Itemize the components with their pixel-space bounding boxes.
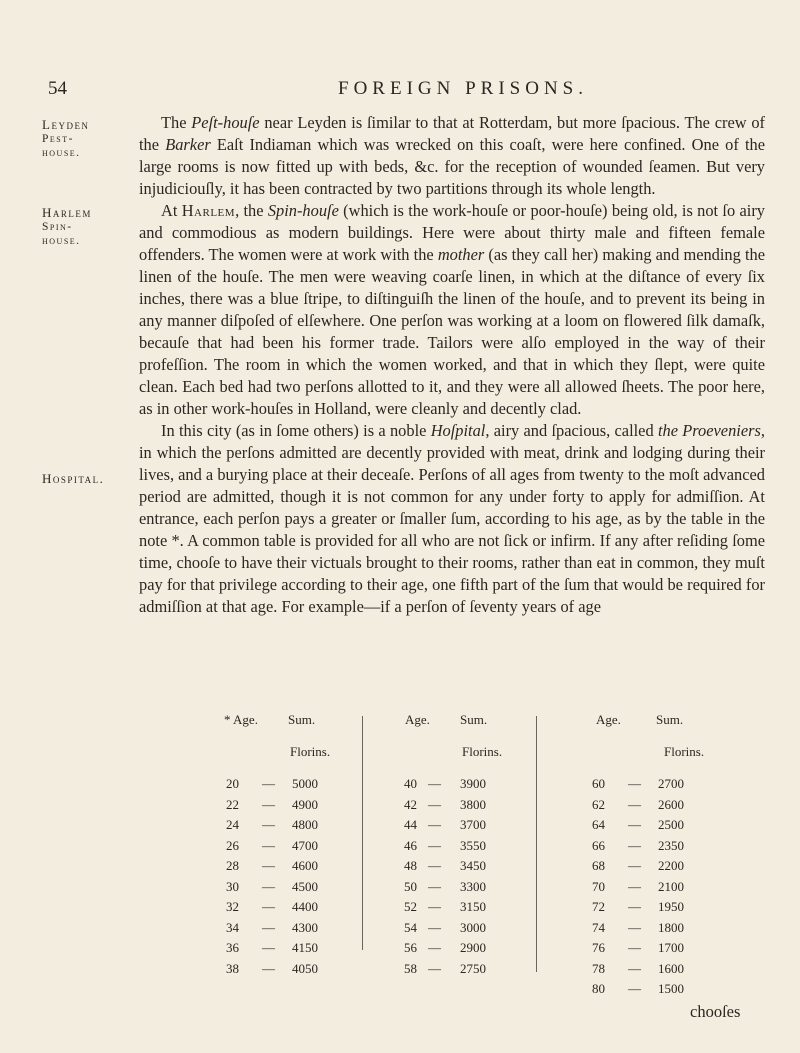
sum-cell: 4600	[292, 858, 318, 873]
age-cell: 46	[404, 837, 417, 853]
italic-run: Peſt-houſe	[191, 113, 260, 132]
sum-cell: 4800	[292, 817, 318, 832]
dash-separator: —	[628, 776, 641, 791]
text-run: near Leyden is ſimilar to that at Rotterdam, but more ſpacious. The crew of the	[139, 113, 765, 154]
dash-separator: —	[428, 776, 441, 791]
sum-cell: 4700	[292, 837, 318, 853]
sum-cell: 1950	[658, 899, 684, 914]
dash-separator: —	[262, 817, 275, 832]
sum-cell: 2350	[658, 837, 684, 853]
sum-cell: 4900	[292, 796, 318, 812]
admission-fee-table	[0, 712, 800, 1012]
dash-separator: —	[428, 899, 441, 914]
column-rule	[536, 716, 537, 972]
sum-cell: 3700	[460, 817, 486, 832]
age-cell: 26	[226, 837, 239, 853]
dash-separator: —	[428, 940, 441, 955]
sum-cell: 4050	[292, 960, 318, 976]
margin-note-hospital	[42, 472, 112, 486]
age-column-header: Age.	[596, 712, 621, 727]
dash-separator: —	[262, 960, 275, 976]
sum-cell: 3800	[460, 796, 486, 812]
sum-cell: 2900	[460, 940, 486, 955]
dash-separator: —	[262, 776, 275, 791]
age-cell: 50	[404, 878, 417, 894]
body-text	[139, 112, 765, 618]
margin-note-line: Spin-	[42, 221, 73, 233]
age-cell: 70	[592, 878, 605, 894]
paragraph	[139, 200, 765, 420]
sum-cell: 2200	[658, 858, 684, 873]
unit-label: Florins.	[462, 744, 503, 759]
age-cell: 72	[592, 899, 605, 914]
age-cell: 74	[592, 919, 605, 935]
unit-label: Florins.	[290, 744, 331, 759]
italic-run: mother	[437, 245, 485, 264]
sum-cell: 3300	[460, 878, 486, 894]
age-cell: 62	[592, 796, 605, 812]
sum-cell: 1500	[658, 981, 684, 996]
dash-separator: —	[262, 919, 275, 935]
sum-cell: 2700	[658, 776, 684, 791]
sum-cell: 3900	[460, 776, 486, 791]
age-cell: 38	[226, 960, 239, 976]
sum-cell: 2600	[658, 796, 684, 812]
age-cell: 54	[404, 919, 417, 935]
italic-run: Barker	[165, 135, 211, 154]
age-cell: 24	[226, 817, 239, 832]
dash-separator: —	[628, 940, 641, 955]
text-run: The	[161, 113, 192, 132]
dash-separator: —	[628, 837, 641, 853]
margin-note-line: Pest-	[42, 133, 74, 145]
dash-separator: —	[628, 981, 641, 996]
age-cell: 44	[404, 817, 417, 832]
sum-cell: 4150	[292, 940, 318, 955]
sum-cell: 2100	[658, 878, 684, 894]
age-column-header: Age.	[405, 712, 430, 727]
paragraph	[139, 112, 765, 200]
age-cell: 52	[404, 899, 417, 914]
margin-note-harlem	[42, 206, 112, 248]
dash-separator: —	[262, 858, 275, 873]
sum-column-header: Sum.	[460, 712, 488, 727]
age-cell: 60	[592, 776, 605, 791]
age-cell: 56	[404, 940, 417, 955]
age-cell: 30	[226, 878, 239, 894]
sum-cell: 1600	[658, 960, 684, 976]
sum-cell: 4400	[292, 899, 318, 914]
text-run: Eaſt Indiaman which was wrecked on this coaſt, were here confined. One of the large rooms is now fitted up with beds, &c. for the reception of wounded ſeamen. But very injudiciouſly, it has been contracted by two partitions through its whole length.	[139, 135, 765, 198]
dash-separator: —	[428, 796, 441, 812]
page-number: 54	[48, 78, 67, 99]
sum-cell: 4500	[292, 878, 318, 894]
text-run: (as they call her) making and mending the linen of the houſe. The men were weaving coarſe linen, in which at the diſtance of every ſix inches, there was a blue ſtripe, to diſtinguiſh the linen of the houſe, and to prevent its being in any manner diſpoſed of elſewhere. One perſon was working at a loom on flowered ſilk damaſk, becauſe that had been his former trade. Tailors were alſo employed in the way of their profeſſion. The room in which the women worked, and that in which they ſlept, were quite clean. Each bed had two perſons allotted to it, and they were all allowed ſheets. The poor here, as in other work-houſes in Holland, were cleanly and decently clad.	[139, 245, 765, 418]
age-cell: 78	[592, 960, 605, 976]
text-run: , in which the perſons admitted are decently provided with meat, drink and lodging during their lives, and a burying place at their deceaſe. Perſons of all ages from twenty to the moſt advanced period are admitted, though it is not common for any under forty to apply for admiſſion. At entrance, each perſon pays a greater or ſmaller ſum, according to his age, as by the table in the note *. A common table is provided for all who are not ſick or infirm. If any after reſiding ſome time, chooſe to have their victuals brought to their rooms, rather than eat in common, they muſt pay for that privilege according to their age, one fifth part of the ſum that would be required for admiſſion at that age. For example—if a perſon of ſeventy years of age	[139, 421, 765, 616]
italic-run: Spin-houſe	[267, 201, 339, 220]
dash-separator: —	[628, 919, 641, 935]
sum-cell: 2500	[658, 817, 684, 832]
margin-note-line: house.	[42, 235, 81, 247]
dash-separator: —	[628, 878, 641, 894]
margin-note-line: Hospital.	[42, 471, 105, 486]
age-cell: 80	[592, 981, 605, 996]
dash-separator: —	[428, 837, 441, 853]
dash-separator: —	[262, 940, 275, 955]
sum-cell: 2750	[460, 960, 486, 976]
sum-column-header: Sum.	[656, 712, 684, 727]
sum-cell: 1800	[658, 919, 684, 935]
age-cell: 40	[404, 776, 417, 791]
text-run: In this city (as in ſome others) is a noble	[161, 421, 431, 440]
age-cell: 34	[226, 919, 239, 935]
sum-cell: 3550	[460, 837, 486, 853]
age-cell: 22	[226, 796, 239, 812]
margin-note-line: Harlem	[42, 205, 92, 220]
margin-note-line: house.	[42, 147, 81, 159]
italic-run: Hoſpital	[430, 421, 486, 440]
age-column-header: * Age.	[224, 712, 258, 727]
dash-separator: —	[428, 919, 441, 935]
italic-run: the Proeveniers	[657, 421, 761, 440]
dash-separator: —	[428, 858, 441, 873]
age-cell: 68	[592, 858, 605, 873]
column-rule	[362, 716, 363, 950]
age-cell: 76	[592, 940, 605, 955]
age-cell: 42	[404, 796, 417, 812]
text-run: , airy and ſpacious, called	[485, 421, 658, 440]
sum-cell: 3000	[460, 919, 486, 935]
margin-note-line: Leyden	[42, 117, 90, 132]
running-title: FOREIGN PRISONS.	[338, 78, 588, 99]
sum-cell: 5000	[292, 776, 318, 791]
unit-label: Florins.	[664, 744, 705, 759]
age-cell: 28	[226, 858, 239, 873]
dash-separator: —	[628, 899, 641, 914]
dash-separator: —	[262, 899, 275, 914]
age-cell: 58	[404, 960, 417, 976]
age-cell: 32	[226, 899, 239, 914]
dash-separator: —	[262, 837, 275, 853]
age-cell: 36	[226, 940, 239, 955]
dash-separator: —	[428, 960, 441, 976]
dash-separator: —	[628, 858, 641, 873]
age-cell: 20	[226, 776, 239, 791]
paragraph	[139, 420, 765, 618]
text-run: (which is the work-houſe or poor-houſe) being old, is not ſo airy and commodious as modern buildings. Here were about thirty male and fifteen female offenders. The women were at work with the	[139, 201, 765, 264]
margin-note-leyden	[42, 118, 112, 160]
dash-separator: —	[262, 878, 275, 894]
dash-separator: —	[628, 817, 641, 832]
dash-separator: —	[262, 796, 275, 812]
dash-separator: —	[628, 796, 641, 812]
text-run: Harlem	[181, 201, 236, 220]
sum-column-header: Sum.	[288, 712, 316, 727]
dash-separator: —	[628, 960, 641, 976]
age-cell: 64	[592, 817, 605, 832]
age-cell: 48	[404, 858, 417, 873]
text-run: , the	[235, 201, 268, 220]
sum-cell: 4300	[292, 919, 318, 935]
age-cell: 66	[592, 837, 605, 853]
dash-separator: —	[428, 878, 441, 894]
text-run: At	[161, 201, 182, 220]
page-header	[0, 78, 800, 108]
catchword: chooſes	[690, 1002, 741, 1021]
dash-separator: —	[428, 817, 441, 832]
sum-cell: 3450	[460, 858, 486, 873]
sum-cell: 1700	[658, 940, 684, 955]
sum-cell: 3150	[460, 899, 486, 914]
